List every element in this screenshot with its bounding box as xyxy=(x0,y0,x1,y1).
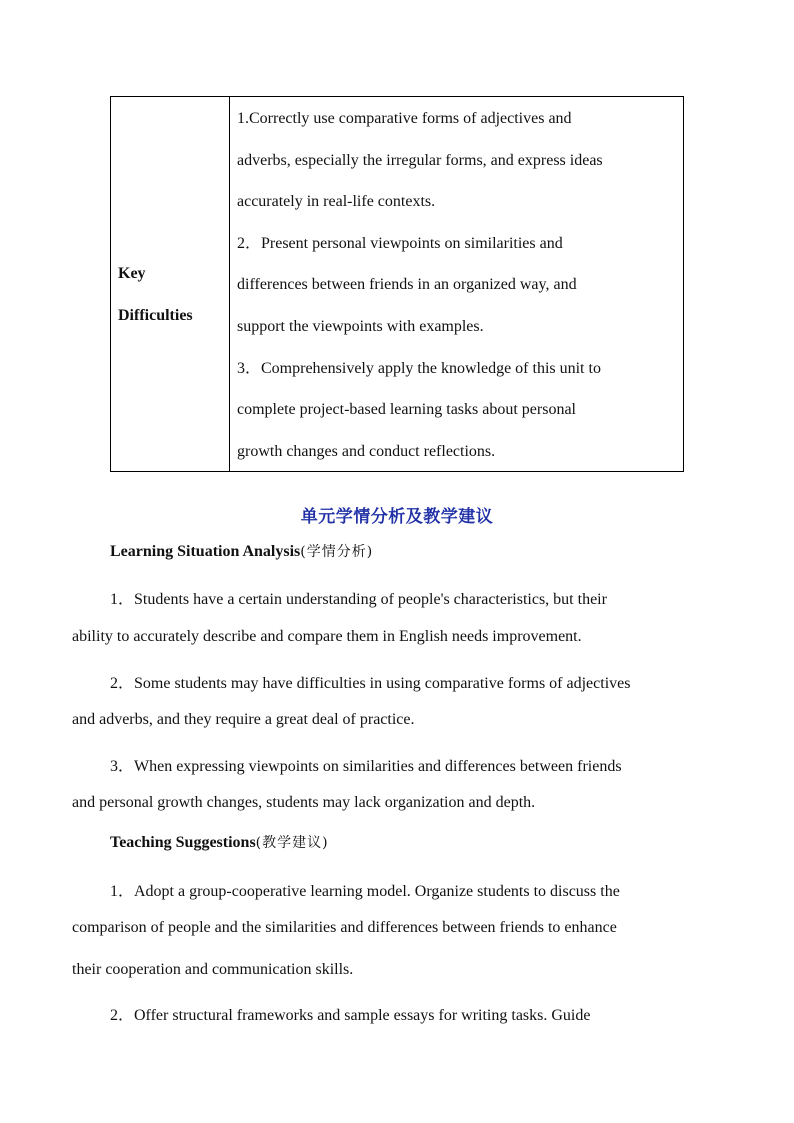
analysis-line: 2．Some students may have difficulties in using comparative forms of adjectives xyxy=(110,675,631,692)
analysis-line: ability to accurately describe and compare them in English needs improvement. xyxy=(72,628,582,645)
table-line: support the viewpoints with examples. xyxy=(237,317,484,335)
suggestion-line: comparison of people and the similarities and differences between friends to enhance xyxy=(72,919,617,936)
section-heading: 单元学情分析及教学建议 xyxy=(300,507,494,527)
analysis-line: and adverbs, and they require a great deal of practice. xyxy=(72,711,415,728)
analysis-line: 1．Students have a certain understanding of people's characteristics, but their xyxy=(110,591,607,608)
table-line: accurately in real-life contexts. xyxy=(237,193,436,211)
table-label-line: Key xyxy=(118,265,146,282)
suggestion-line: their cooperation and communication skills. xyxy=(72,961,354,978)
table-label-cell xyxy=(111,97,230,471)
analysis-heading xyxy=(110,541,373,561)
table-label-line: Difficulties xyxy=(118,306,193,324)
suggestions-title: Teaching Suggestions xyxy=(110,834,256,851)
suggestion-line: 1．Adopt a group-cooperative learning model. Organize students to discuss the xyxy=(110,883,620,900)
analysis-title: Learning Situation Analysis xyxy=(110,543,301,560)
table-content-lines xyxy=(237,98,603,472)
analysis-title-cn: (学情分析) xyxy=(300,544,374,560)
analysis-line: and personal growth changes, students may lack organization and depth. xyxy=(72,794,536,811)
table-content-cell xyxy=(230,97,683,471)
table-line: differences between friends in an organized way, and xyxy=(237,276,577,294)
table-label xyxy=(118,253,193,336)
table-line: adverbs, especially the irregular forms, and express ideas xyxy=(237,151,603,169)
analysis-line: 3．When expressing viewpoints on similarities and differences between friends xyxy=(110,758,622,775)
suggestions-heading xyxy=(110,832,329,852)
table-line: growth changes and conduct reflections. xyxy=(237,442,496,460)
table-line: 2．Present personal viewpoints on similarities and xyxy=(237,234,563,252)
table-line: 3．Comprehensively apply the knowledge of this unit to xyxy=(237,359,601,377)
key-difficulties-table xyxy=(110,96,684,472)
suggestion-line: 2．Offer structural frameworks and sample essays for writing tasks. Guide xyxy=(110,1007,591,1024)
suggestions-title-cn: (教学建议) xyxy=(255,835,329,851)
table-line: complete project-based learning tasks about personal xyxy=(237,401,576,419)
table-line: 1.Correctly use comparative forms of adjectives and xyxy=(237,110,572,127)
